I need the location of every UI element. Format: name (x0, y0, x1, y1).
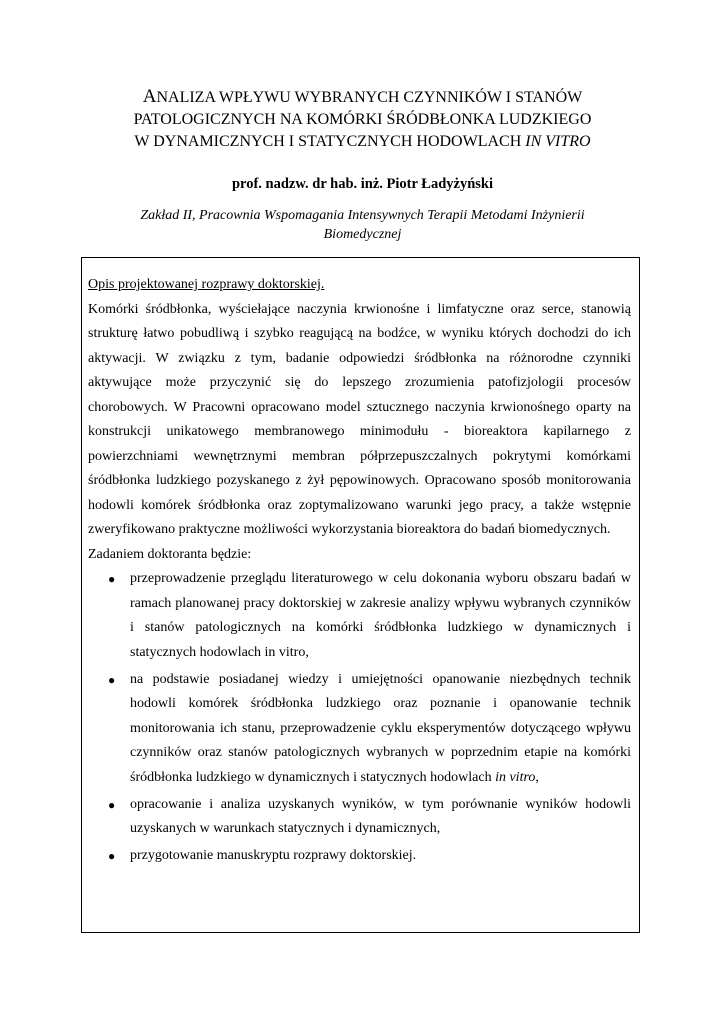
title-line-3-text: W DYNAMICZNYCH I STATYCZNYCH HODOWLACH (134, 133, 522, 150)
list-item-text: opracowanie i analiza uzyskanych wyników, w tym porównanie wyników hodowli uzyskanych w warunkach statycznych i dynamicznych, (130, 796, 631, 836)
list-item (88, 793, 631, 842)
title-line-1 (90, 86, 635, 109)
list-item-italic: in vitro (495, 769, 536, 785)
description-heading: Opis projektowanej rozprawy doktorskiej. (88, 277, 325, 292)
bullet-icon: ● (108, 572, 116, 586)
title-initial: A (142, 86, 157, 107)
document-title (90, 86, 635, 153)
description-box (81, 257, 640, 933)
affiliation: Zakład II, Pracownia Wspomagania Intensywnych Terapii Metodami Inżynierii Biomedycznej (140, 208, 585, 242)
title-line-3 (90, 131, 635, 153)
list-item-text: na podstawie posiadanej wiedzy i umiejętności opanowanie niezbędnych technik hodowli komórek śródbłonka ludzkiego oraz poznanie i opanowanie technik monitorowania ich stanu, przeprowadzenie cyklu eksperymentów dotyczącego wpływu czynników oraz stanów patologicznych wybranych w poprzednim etapie na komórki śródbłonka ludzkiego w dynamicznych i statycznych hodowlach (130, 671, 631, 785)
title-line-2: PATOLOGICZNYCH NA KOMÓRKI ŚRÓDBŁONKA LUDZKIEGO (133, 111, 592, 128)
author-name: prof. nadzw. dr hab. inż. Piotr Ładyżyński (231, 176, 494, 192)
list-item (88, 844, 631, 869)
title-italic-in-vitro: IN VITRO (525, 133, 591, 150)
title-line-1-text: NALIZA WPŁYWU WYBRANYCH CZYNNIKÓW I STANÓW (156, 89, 583, 106)
bullet-icon: ● (108, 849, 116, 863)
list-item-text: przygotowanie manuskryptu rozprawy doktorskiej. (130, 848, 417, 863)
tasks-label: Zadaniem doktoranta będzie: (88, 546, 252, 562)
tasks-list (88, 567, 631, 869)
list-item (88, 668, 631, 791)
bullet-icon: ● (108, 672, 116, 687)
bullet-icon: ● (108, 797, 116, 812)
list-item-tail: , (535, 769, 539, 785)
description-paragraph: Komórki śródbłonka, wyściełające naczynia krwionośne i limfatyczne oraz serce, stanowią strukturę łatwo pobudliwą i szybko reagującą na bodźce, w wyniku których dochodzi do ich aktywacji. W związku z tym, badanie odpowiedzi śródbłonka na różnorodne czynniki aktywujące może przyczynić się do lepszego zrozumienia patofizjologii procesów chorobowych. W Pracowni opracowano model sztucznego naczynia krwionośnego oparty na konstrukcji unikatowego membranowego minimodułu - bioreaktora kapilarnego z powierzchniami wewnętrznymi membran półprzepuszczalnych pokrytymi komórkami śródbłonka ludzkiego pozyskanego z żył pępowinowych. Opracowano sposób monitorowania hodowli komórek śródbłonka oraz zoptymalizowano warunki jego pracy, a także wstępnie zweryfikowano praktyczne możliwości wykorzystania bioreaktora do badań biomedycznych. (88, 301, 631, 537)
list-item-text: przeprowadzenie przeglądu literaturowego w celu dokonania wyboru obszaru badań w ramach planowanej pracy doktorskiej w zakresie analizy wpływu wybranych czynników i stanów patologicznych na komórki śródbłonka ludzkiego w dynamicznych i statycznych hodowlach in vitro, (130, 571, 631, 660)
list-item (88, 567, 631, 665)
